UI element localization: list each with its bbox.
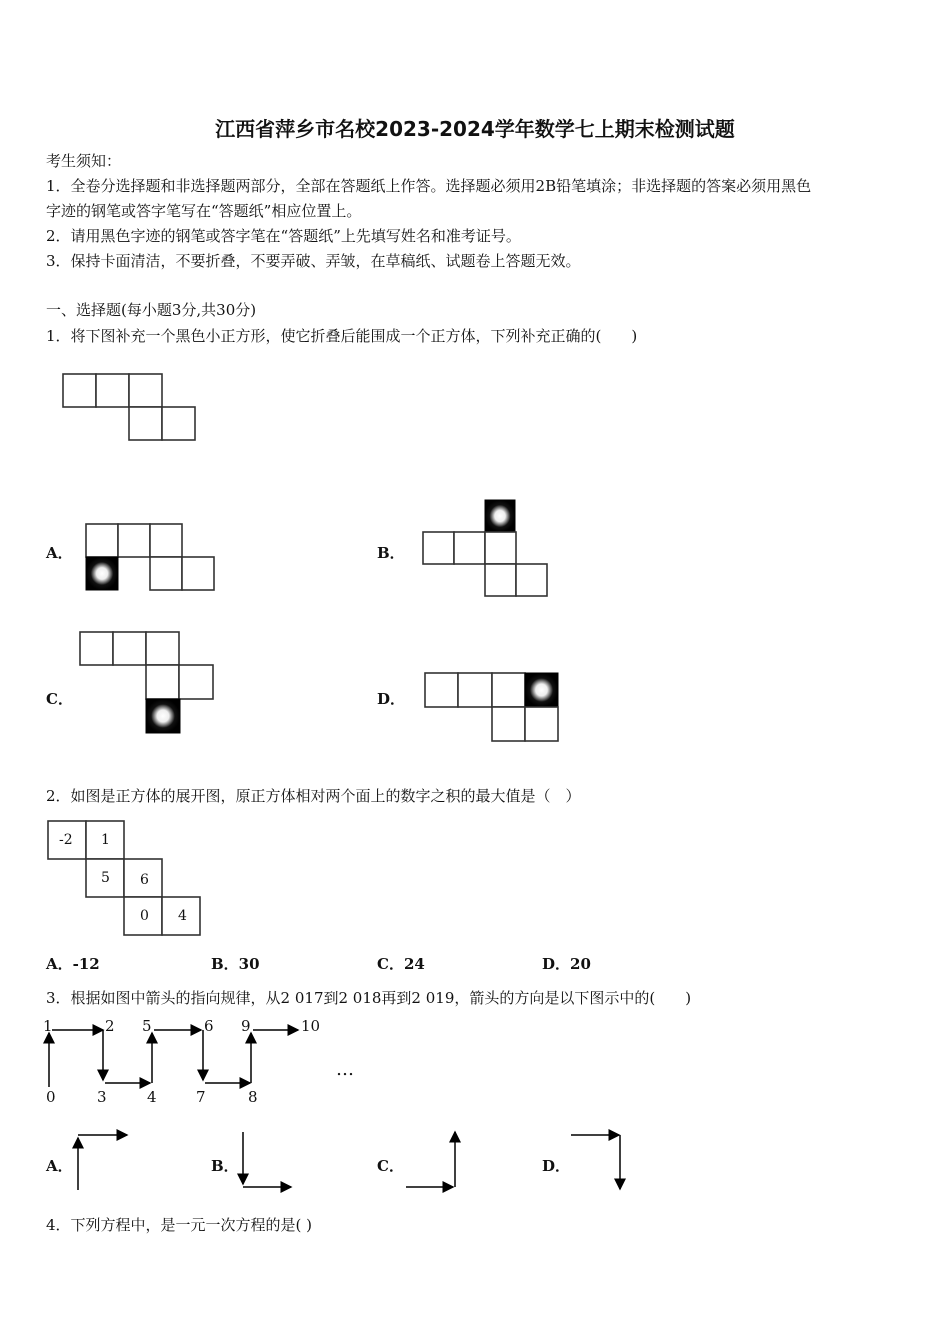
q1-option-c-net xyxy=(80,632,213,733)
q1-option-d-net xyxy=(425,673,558,741)
q1-net xyxy=(63,374,195,440)
pattern-number: 8 xyxy=(248,1088,258,1106)
black-square-icon xyxy=(485,500,515,532)
q1-option-c-label: C． xyxy=(46,690,73,708)
question-4: 4．下列方程中，是一元一次方程的是( ) xyxy=(46,1216,313,1234)
q2-option-a: A．-12 xyxy=(46,955,100,973)
notice-line: 字迹的钢笔或答字笔写在“答题纸”相应位置上。 xyxy=(46,202,362,220)
net-cell: 4 xyxy=(178,908,187,924)
black-square-icon xyxy=(86,557,118,590)
section-heading: 一、选择题(每小题3分,共30分) xyxy=(46,301,257,319)
q3-option-a-arrow-icon xyxy=(78,1135,127,1190)
q2-option-b: B．30 xyxy=(211,955,260,973)
q3-option-d-label: D． xyxy=(542,1157,571,1175)
question-2: 2．如图是正方体的展开图，原正方体相对两个面上的数字之积的最大值是（ ） xyxy=(46,787,581,805)
q1-option-b-label: B． xyxy=(377,544,405,562)
pattern-number: 3 xyxy=(97,1088,107,1106)
q2-option-d: D．20 xyxy=(542,955,591,973)
pattern-number: 6 xyxy=(204,1017,214,1035)
q3-option-c-arrow-icon xyxy=(406,1132,455,1187)
question-1: 1．将下图补充一个黑色小正方形，使它折叠后能围成一个正方体，下列补充正确的( ) xyxy=(46,327,638,345)
net-cell: 0 xyxy=(140,908,149,924)
page-title: 江西省萍乡市名校2023-2024学年数学七上期末检测试题 xyxy=(215,117,735,141)
q1-option-d-label: D． xyxy=(377,690,406,708)
net-cell: 1 xyxy=(101,832,110,848)
q1-option-b-net xyxy=(423,500,547,596)
q3-option-d-arrow-icon xyxy=(571,1135,620,1189)
q3-option-b-arrow-icon xyxy=(243,1132,291,1187)
q2-option-c: C．24 xyxy=(377,955,425,973)
q3-option-b-label: B． xyxy=(211,1157,239,1175)
q3-arrow-pattern xyxy=(49,1030,298,1087)
notice-line: 3．保持卡面清洁，不要折叠，不要弄破、弄皱，在草稿纸、试题卷上答题无效。 xyxy=(46,252,581,270)
pattern-number: 4 xyxy=(147,1088,157,1106)
pattern-number: 5 xyxy=(142,1017,152,1035)
question-3: 3．根据如图中箭头的指向规律，从2 017到2 018再到2 019，箭头的方向是以下图示中的( ) xyxy=(46,989,692,1007)
pattern-number: 10 xyxy=(301,1017,321,1035)
ellipsis: … xyxy=(336,1059,354,1080)
net-cell: -2 xyxy=(59,832,73,848)
q3-option-c-label: C． xyxy=(377,1157,404,1175)
net-cell: 5 xyxy=(101,870,110,886)
q1-option-a-label: A． xyxy=(46,544,73,562)
pattern-number: 0 xyxy=(46,1088,56,1106)
pattern-number: 2 xyxy=(105,1017,115,1035)
notice-line: 2．请用黑色字迹的钢笔或答字笔在“答题纸”上先填写姓名和准考证号。 xyxy=(46,227,521,245)
black-square-icon xyxy=(146,699,180,733)
notice-heading: 考生须知： xyxy=(46,152,122,170)
pattern-number: 7 xyxy=(196,1088,206,1106)
net-cell: 6 xyxy=(140,872,149,888)
pattern-number: 9 xyxy=(241,1017,251,1035)
q1-option-a-net xyxy=(86,524,214,590)
q3-option-a-label: A． xyxy=(46,1157,73,1175)
black-square-icon xyxy=(525,673,558,707)
pattern-number: 1 xyxy=(43,1017,53,1035)
notice-line: 1．全卷分选择题和非选择题两部分，全部在答题纸上作答。选择题必须用2B铅笔填涂；非选择题的答案必须用黑色 xyxy=(46,177,812,195)
